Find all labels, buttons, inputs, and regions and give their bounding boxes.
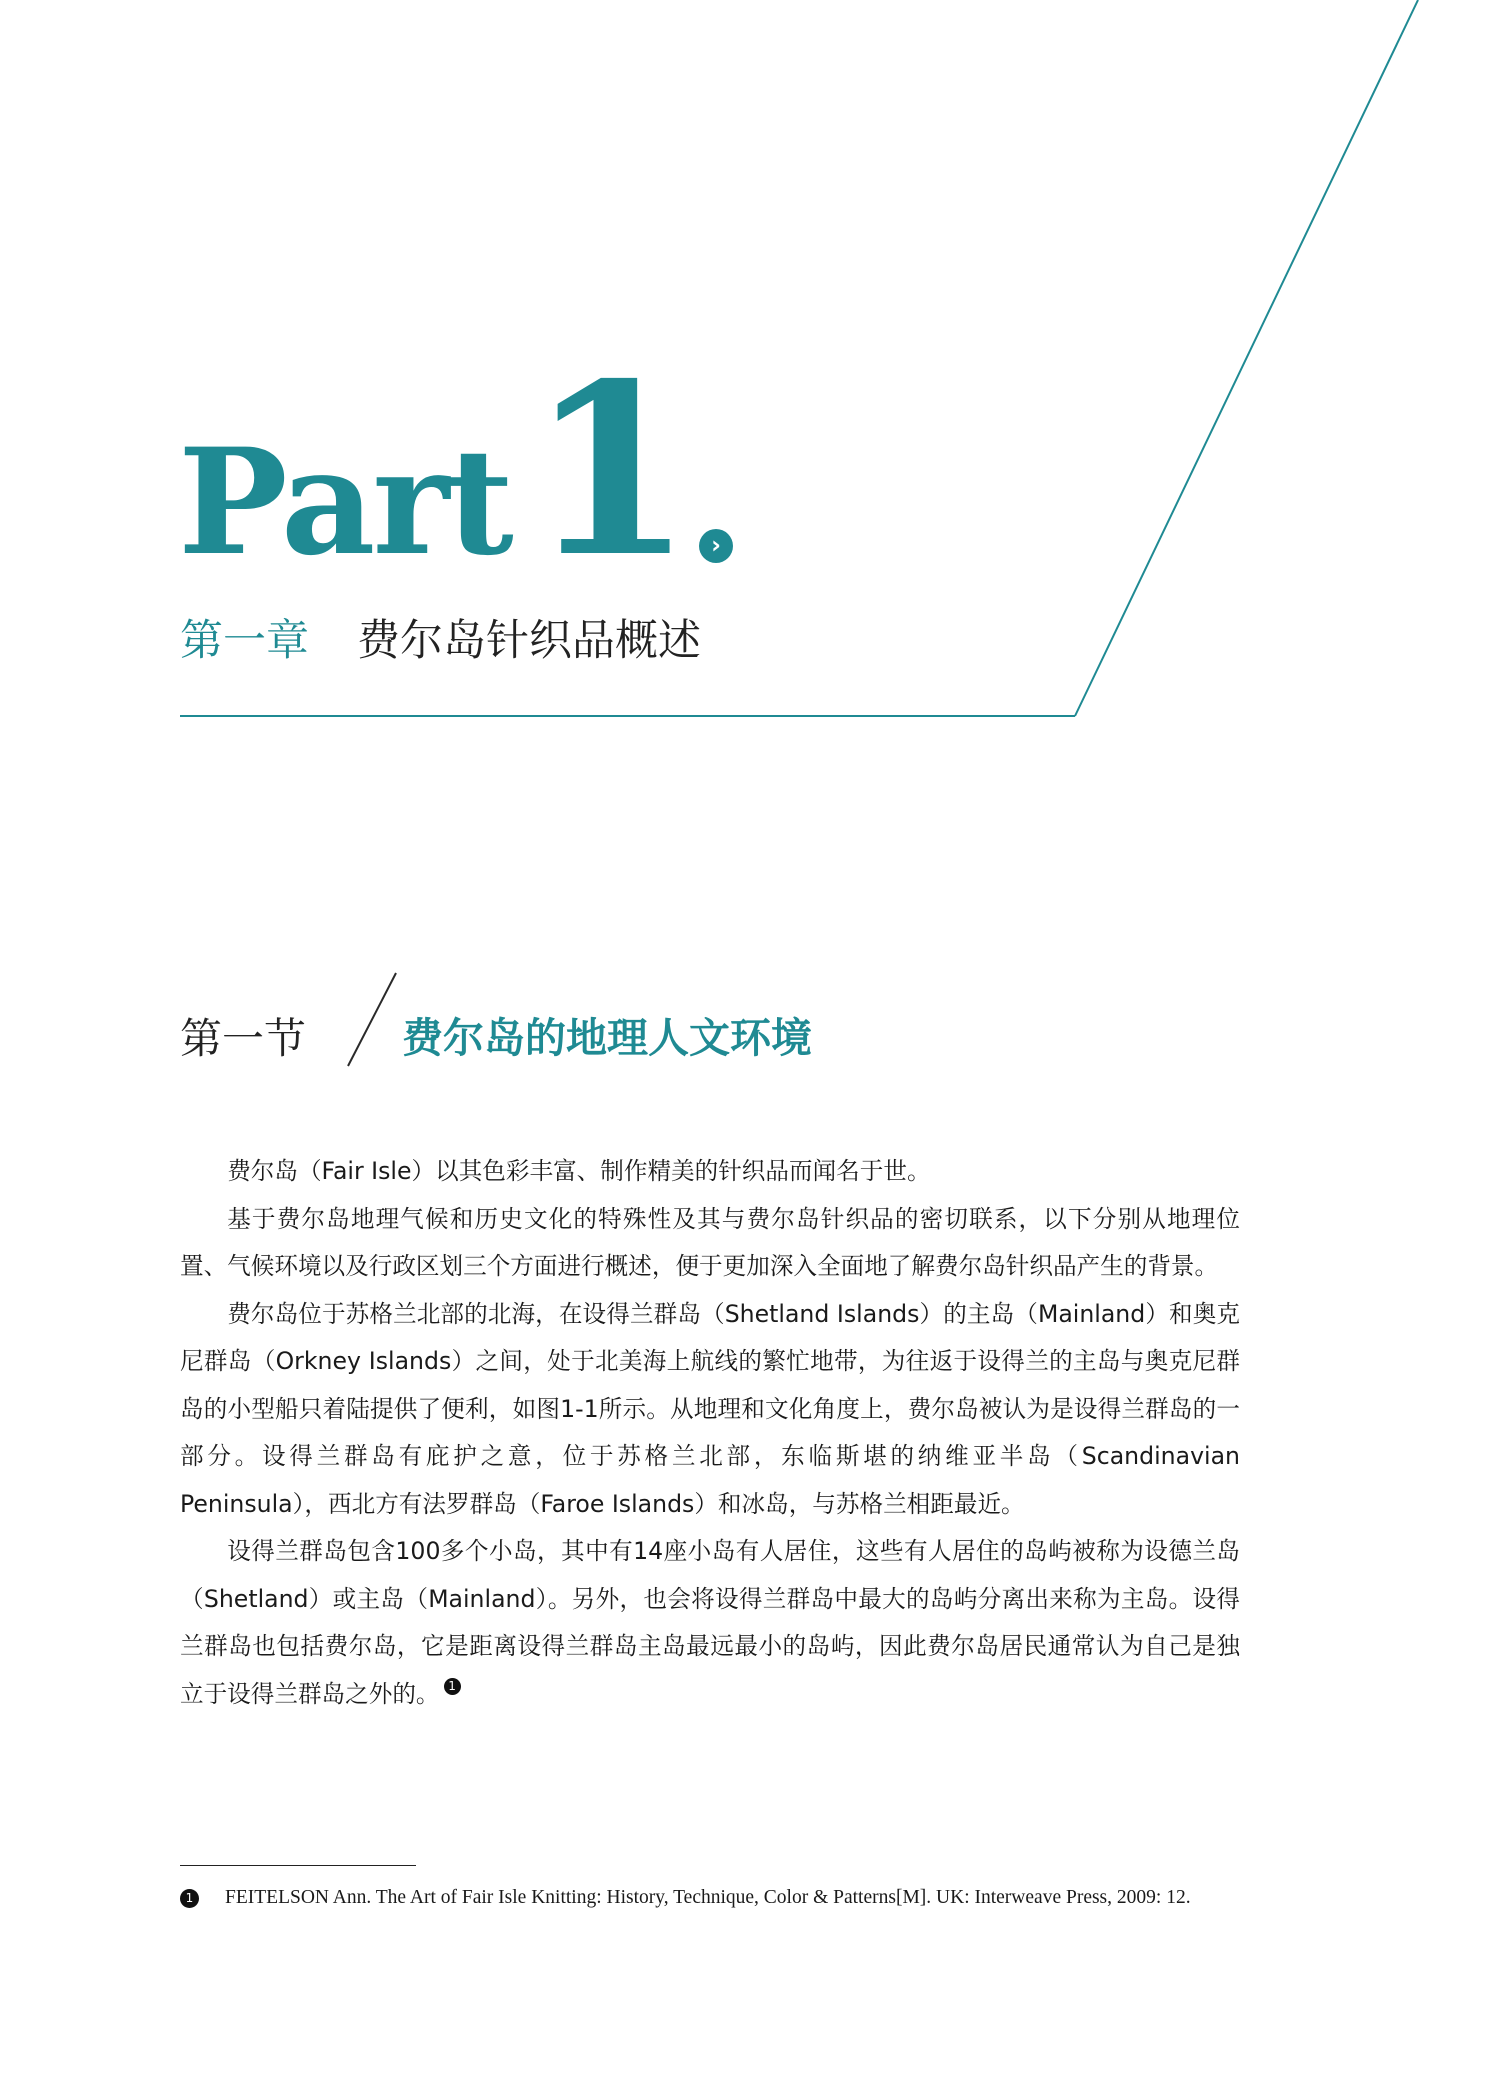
chapter-number: 第一章 <box>180 616 309 666</box>
chevron-right-icon: › <box>699 529 733 563</box>
part-number: 1 <box>528 331 694 609</box>
footnote-marker: 1 <box>180 1889 199 1908</box>
footnote-divider <box>180 1865 416 1866</box>
body-text <box>180 1148 1240 1718</box>
paragraph: 费尔岛位于苏格兰北部的北海，在设得兰群岛（Shetland Islands）的主岛（Mainland）和奥克尼群岛（Orkney Islands）之间，处于北美海上航线的繁忙地带，为往返于设得兰的主岛与奥克尼群岛的小型船只着陆提供了便利，如图1-1所示。从地理和文化角度上，费尔岛被认为是设得兰群岛的一部分。设得兰群岛有庇护之意，位于苏格兰北部，东临斯堪的纳维亚半岛（Scandinavian Peninsula），西北方有法罗群岛（Faroe Islands）和冰岛，与苏格兰相距最近。 <box>180 1299 1240 1518</box>
footnote-reference[interactable]: 1 <box>444 1678 461 1695</box>
part-heading <box>178 331 733 609</box>
part-word: Part <box>178 417 511 588</box>
paragraph: 费尔岛（Fair Isle）以其色彩丰富、制作精美的针织品而闻名于世。 <box>227 1157 931 1185</box>
chapter-heading <box>180 616 701 666</box>
section-number: 第一节 <box>180 1014 307 1063</box>
footnote-text: FEITELSON Ann. The Art of Fair Isle Knitting: History, Technique, Color & Patterns[M]. UK: Interweave Press, 2009: 12. <box>225 1887 1191 1908</box>
diagonal-frame-line <box>1075 0 1418 716</box>
paragraph <box>180 1528 1240 1718</box>
paragraph: 基于费尔岛地理气候和历史文化的特殊性及其与费尔岛针织品的密切联系，以下分别从地理位置、气候环境以及行政区划三个方面进行概述，便于更加深入全面地了解费尔岛针织品产生的背景。 <box>180 1204 1240 1280</box>
paragraph-text: 设得兰群岛包含100多个小岛，其中有14座小岛有人居住，这些有人居住的岛屿被称为设德兰岛（Shetland）或主岛（Mainland）。另外，也会将设得兰群岛中最大的岛屿分离出来称为主岛。设得兰群岛也包括费尔岛，它是距离设得兰群岛主岛最远最小的岛屿，因此费尔岛居民通常认为自己是独立于设得兰群岛之外的。 <box>180 1537 1240 1708</box>
section-slash-divider <box>348 973 396 1066</box>
section-title: 费尔岛的地理人文环境 <box>402 1014 812 1062</box>
chapter-title: 费尔岛针织品概述 <box>357 616 701 666</box>
footnote <box>180 1886 1191 1910</box>
